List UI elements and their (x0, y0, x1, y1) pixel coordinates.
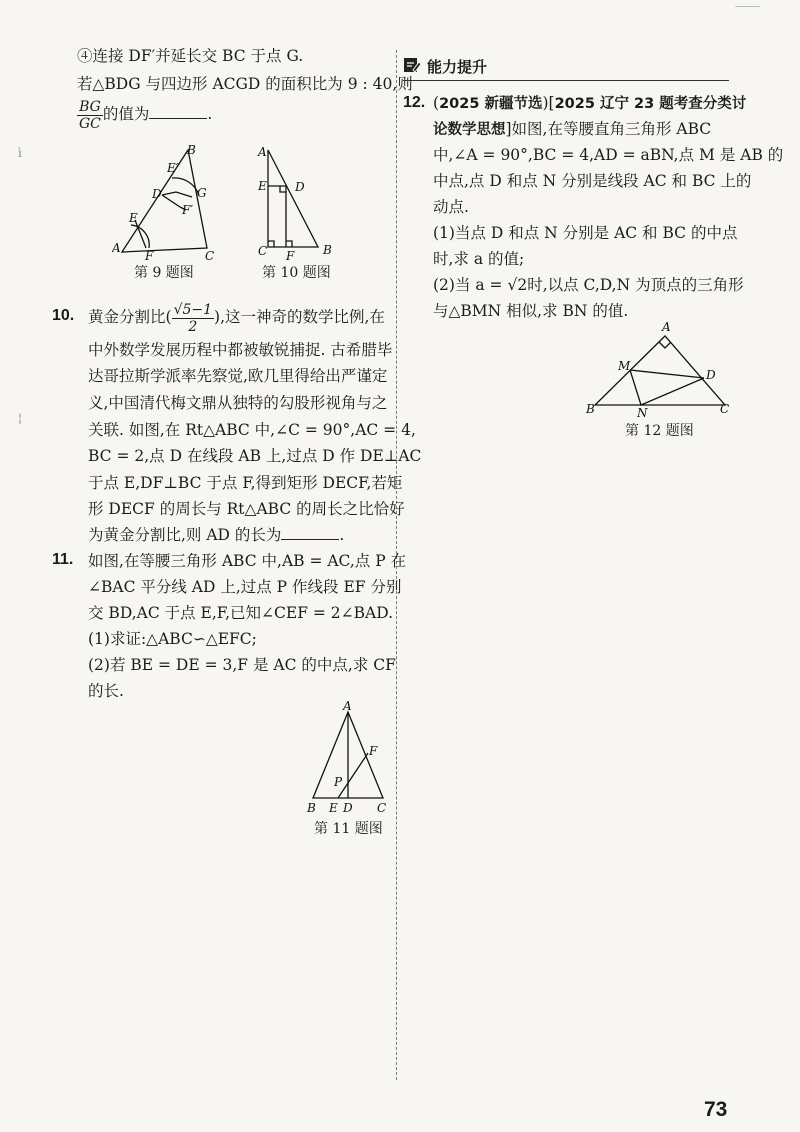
svg-text:A: A (258, 145, 267, 159)
pencil-note-icon (403, 56, 421, 74)
page-number: 73 (704, 1098, 728, 1121)
figure-10 (255, 140, 340, 265)
q12-part1a: (1)当点 D 和点 N 分别是 AC 和 BC 的中点 (433, 224, 738, 242)
q12-part2a: (2)当 a = √2时,以点 C,D,N 为顶点的三角形 (433, 276, 744, 294)
q12-part2b: 与△BMN 相似,求 BN 的值. (433, 302, 629, 320)
answer-blank[interactable] (281, 524, 339, 540)
svg-text:D: D (343, 801, 353, 815)
q11-part1: (1)求证:△ABC∽△EFC; (88, 630, 257, 648)
svg-text:E: E (129, 211, 138, 225)
svg-text:D: D (295, 180, 305, 194)
svg-text:B: B (187, 143, 196, 157)
margin-mark: ì (18, 146, 22, 160)
q9-line2: 若△BDG 与四边形 ACGD 的面积比为 9 : 40,则 (77, 75, 413, 93)
q12-line2: 论数学思想]如图,在等腰直角三角形 ABC (433, 120, 712, 138)
svg-text:N: N (637, 406, 648, 418)
figure-11 (300, 700, 395, 820)
svg-text:B: B (323, 243, 332, 257)
figure-11-caption: 第 11 题图 (314, 821, 383, 837)
svg-text:F: F (286, 249, 295, 263)
q12-line3: 中,∠A = 90°,BC = 4,AD = aBN,点 M 是 AB 的 (433, 146, 784, 164)
q11-part2: (2)若 BE = DE = 3,F 是 AC 的中点,求 CF (88, 656, 396, 674)
q11-line3: 交 BD,AC 于点 E,F,已知∠CEF = 2∠BAD. (88, 604, 394, 622)
svg-text:E: E (258, 179, 267, 193)
svg-text:D: D (152, 187, 162, 201)
q12-number: 12. (403, 94, 426, 111)
q11-line1: 如图,在等腰三角形 ABC 中,AB = AC,点 P 在 (88, 552, 407, 570)
q12-line4: 中点,点 D 和点 N 分别是线段 AC 和 BC 上的 (433, 172, 752, 190)
q10-line7: 于点 E,DF⊥BC 于点 F,得到矩形 DECF,若矩 (88, 474, 403, 492)
q10-line4: 义,中国清代梅文鼎从独特的勾股形视角与之 (88, 394, 388, 412)
q10-line2: 中外数学发展历程中都被敏锐捕捉. 古希腊毕 (88, 341, 393, 359)
figure-9 (112, 140, 222, 265)
svg-text:M: M (618, 359, 631, 373)
svg-text:P: P (334, 775, 343, 789)
q11-line2: ∠BAC 平分线 AD 上,过点 P 作线段 EF 分别 (88, 578, 402, 596)
q12-line1: (2025 新疆节选)[2025 辽宁 23 题考查分类讨 (433, 94, 747, 112)
figure-10-caption: 第 10 题图 (262, 265, 331, 281)
svg-text:C: C (258, 244, 268, 258)
svg-text:B: B (586, 402, 595, 416)
svg-text:F: F (369, 744, 378, 758)
svg-text:E′: E′ (167, 161, 179, 175)
svg-text:F′: F′ (182, 203, 194, 217)
q10-line1: 黄金分割比( $\frac{√5-1}{2}$ ),这一神奇的数学比例,在 (88, 301, 385, 335)
q10-line5: 关联. 如图,在 Rt△ABC 中,∠C = 90°,AC = 4, (88, 421, 416, 439)
svg-text:D: D (706, 368, 716, 382)
q10-line9: 为黄金分割比,则 AD 的长为 . (88, 526, 345, 544)
svg-text:C: C (720, 402, 730, 416)
q12-part1b: 时,求 a 的值; (433, 250, 525, 268)
svg-text:B: B (307, 801, 316, 815)
q10-fraction: $\frac{√5-1}{2}$ (173, 301, 213, 335)
svg-text:G: G (197, 186, 207, 200)
q9-line1: ④连接 DF′并延长交 BC 于点 G. (77, 47, 304, 65)
answer-blank[interactable] (149, 103, 207, 119)
figure-9-caption: 第 9 题图 (134, 265, 194, 281)
svg-text:A: A (112, 241, 121, 255)
svg-text:E: E (329, 801, 338, 815)
q9-fraction: $\frac{BG}{GC}$ (79, 98, 101, 132)
svg-text:F: F (145, 249, 154, 263)
section-title: 能力提升 (427, 58, 488, 76)
margin-mark: ¦ (18, 411, 23, 425)
q11-part2b: 的长. (88, 682, 124, 700)
svg-text:A: A (662, 320, 671, 334)
section-header (403, 52, 729, 81)
figure-12-caption: 第 12 题图 (625, 423, 694, 439)
q10-line6: BC = 2,点 D 在线段 AB 上,过点 D 作 DE⊥AC (88, 447, 422, 465)
q12-line5: 动点. (433, 198, 469, 216)
q10-line3: 达哥拉斯学派率先察觉,欧几里得给出严谨定 (88, 367, 388, 385)
q10-line8: 形 DECF 的周长与 Rt△ABC 的周长之比恰好 (88, 500, 405, 518)
top-right-mark: ——— (735, 2, 759, 12)
svg-text:C: C (205, 249, 215, 263)
q10-number: 10. (52, 307, 75, 324)
figure-12 (580, 318, 740, 418)
q9-line3: $\frac{BG}{GC}$ 的值为 . (79, 98, 213, 132)
q11-number: 11. (52, 551, 74, 568)
svg-text:C: C (377, 801, 387, 815)
svg-text:A: A (343, 700, 352, 713)
